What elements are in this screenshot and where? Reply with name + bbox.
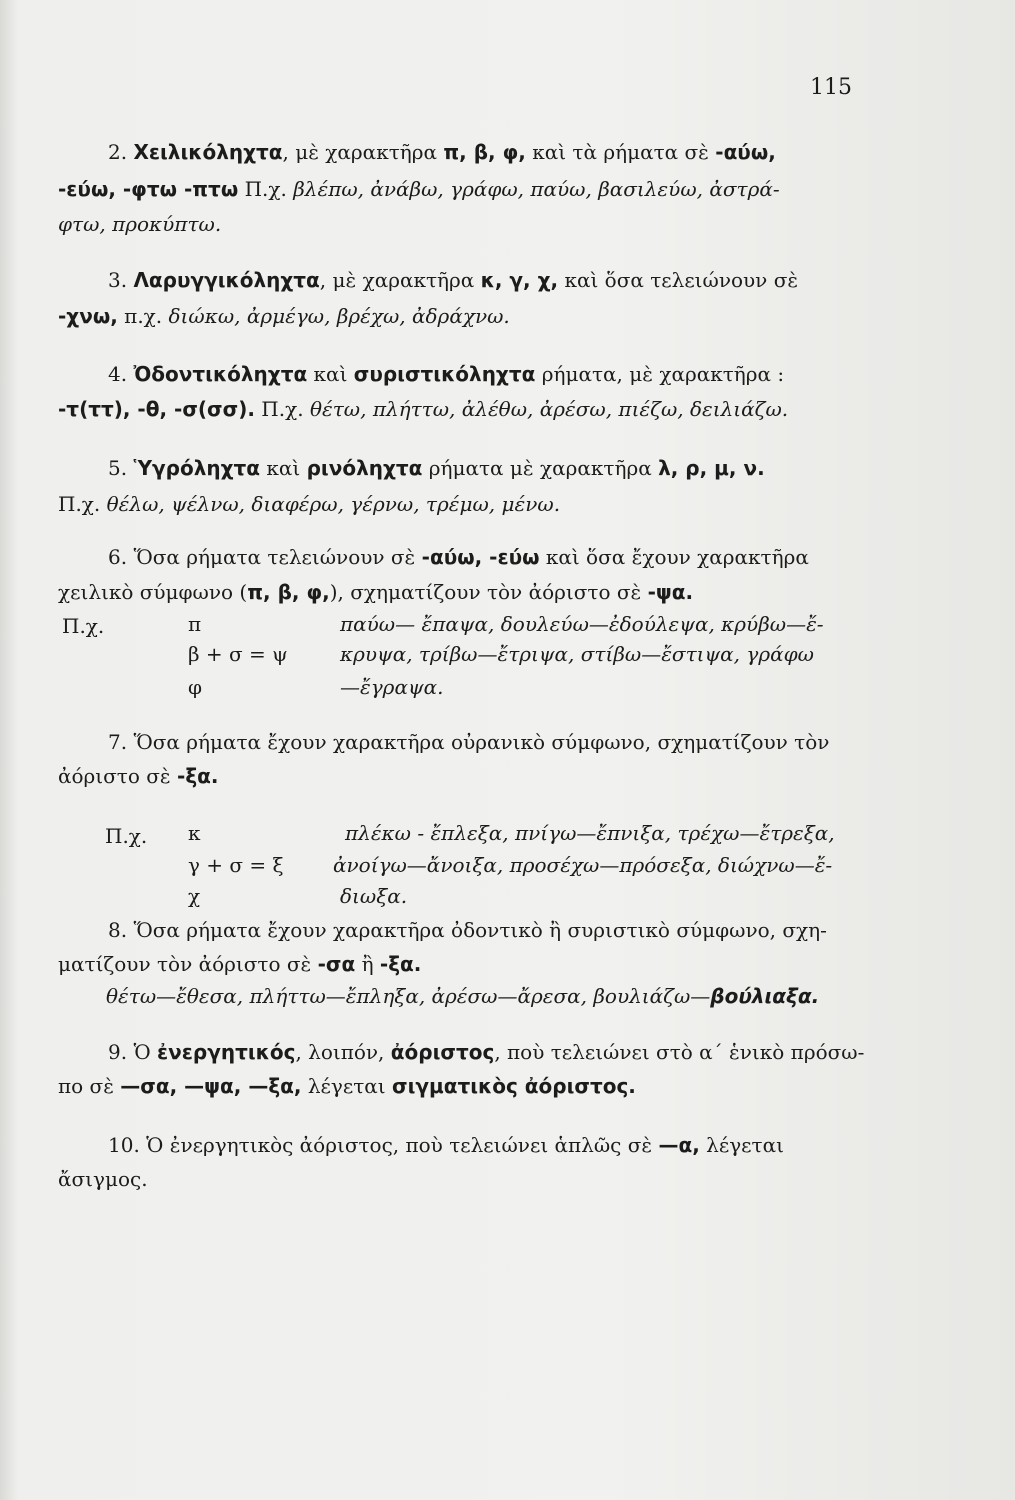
example-label: Π.χ.	[62, 614, 105, 638]
heading-term: Χειλικόληχτα	[133, 140, 283, 164]
paragraph-number: 2.	[108, 140, 128, 164]
formula: γ + σ = ξ	[188, 853, 284, 877]
example-words: θέτω, πλήττω, ἀλέθω, ἀρέσω, πιέζω, δειλιάζω.	[309, 397, 789, 421]
paragraph-number: 5.	[108, 456, 128, 480]
paragraph-number: 10.	[108, 1133, 140, 1157]
book-page: 115 2. Χειλικόληχτα, μὲ χαρακτῆρα π, β, φ, καὶ τὰ ρήματα σὲ -αύω, -εύω, -φτω -πτω Π.χ. βλέπω, ἀνάβω, γράφω, παύω, βασιλεύω, ἀστρά- φτω, προκύπτω. 3. Λαρυγγικόληχτα, μὲ χαρακτῆρα κ, γ, χ, καὶ ὅσα τελειώνουν σὲ -χνω, π.χ. διώκω, ἀρμέγω, βρέχω, ἀδράχνω. 4. Ὀδοντικόληχτα καὶ συριστικόληχτα ρήματα, μὲ χαρακτῆρα : -τ(ττ), -θ, -σ(σσ). Π.χ. θέτω, πλήττω, ἀλέθω, ἀρέσω, πιέζω, δειλιάζω. 5. Ὑγρόληχτα καὶ ρινόληχτα ρήματα μὲ χαρακτῆρα λ, ρ, μ, ν. Π.χ. θέλω, ψέλνω, διαφέρω, γέρνω, τρέμω, μένω. 6. Ὅσα ρήματα τελειώνουν σὲ -αύω, -εύω καὶ ὅσα ἔχουν χαρακτῆρα χειλικὸ σύμφωνο (π, β, φ,), σχηματίζουν τὸν ἀόριστο σὲ -ψα. Π.χ. π β + σ = ψ φ παύω— ἔπαψα, δουλεύω—ἐδούλεψα, κρύβω—ἔ- κρυψα, τρίβω—ἔτριψα, στίβω—ἔστιψα, γράφω —ἔγραψα. 7. Ὅσα ρήματα ἔχουν χαρακτῆρα οὐρανικὸ σύμφωνο, σχηματίζουν τὸν ἀόριστο σὲ -ξα. Π.χ. κ γ + σ = ξ χ πλέκω - ἔπλεξα, πνίγω—ἔπνιξα, τρέχω—ἔτρεξα, ἀνοίγω—ἄνοιξα, προσέχω—πρόσεξα, διώχνω—ἔ- διωξα. 8. Ὅσα ρήματα ἔχουν χαρακτῆρα ὀδοντικὸ ἢ συριστικὸ σύμφωνο, σχη- ματίζουν τὸν ἀόριστο σὲ -σα ἢ -ξα. θέτω—ἔθεσα, πλήττω—ἔπληξα, ἀρέσω—ἄρεσα, βουλιάζω—βούλιαξα. 9. Ὁ ἐνεργητικός, λοιπόν, ἀόριστος, ποὺ τελειώνει στὸ α΄ ἑνικὸ πρόσω- πο σὲ —σα, —ψα, —ξα, λέγεται σιγματικὸς ἀόριστος. 10. Ὁ ἐνεργητικὸς ἀόριστος, ποὺ τελειώνει ἁπλῶς σὲ —α, λέγεται ἄσιγμος.	[0, 0, 1015, 1500]
page-number: 115	[810, 75, 852, 100]
example-label: Π.χ.	[105, 824, 148, 848]
example-words: ἀνοίγω—ἄνοιξα, προσέχω—πρόσεξα, διώχνω—ἔ-	[333, 853, 833, 877]
formula-top: κ	[188, 821, 201, 845]
heading-term: Λαρυγγικόληχτα	[133, 268, 320, 292]
formula-bottom: χ	[188, 884, 201, 908]
example-words: βλέπω, ἀνάβω, γράφω, παύω, βασιλεύω, ἀστρά-	[293, 177, 780, 201]
example-words: θέλω, ψέλνω, διαφέρω, γέρνω, τρέμω, μένω.	[106, 492, 561, 516]
example-words: πλέκω - ἔπλεξα, πνίγω—ἔπνιξα, τρέχω—ἔτρεξα,	[345, 821, 835, 845]
example-words: θέτω—ἔθεσα, πλήττω—ἔπληξα, ἀρέσω—ἄρεσα, βουλιάζω—	[106, 984, 711, 1008]
paragraph-number: 9.	[108, 1040, 128, 1064]
paragraph-number: 8.	[108, 918, 128, 942]
example-words: διωξα.	[340, 884, 408, 908]
paragraph-number: 4.	[108, 362, 128, 386]
formula-bottom: φ	[188, 675, 203, 699]
example-words: παύω— ἔπαψα, δουλεύω—ἐδούλεψα, κρύβω—ἔ-	[340, 612, 824, 636]
heading-term: Ὑγρόληχτα	[133, 456, 261, 480]
formula: β + σ = ψ	[188, 642, 288, 666]
formula-top: π	[188, 612, 202, 636]
heading-term: Ὀδοντικόληχτα	[133, 362, 308, 386]
paragraph-number: 7.	[108, 730, 128, 754]
example-words: —ἔγραψα.	[340, 675, 444, 699]
paragraph-number: 3.	[108, 268, 128, 292]
example-words: διώκω, ἀρμέγω, βρέχω, ἀδράχνω.	[168, 304, 510, 328]
example-words: κρυψα, τρίβω—ἔτριψα, στίβω—ἔστιψα, γράφω	[340, 642, 814, 666]
paragraph-number: 6.	[108, 545, 128, 569]
